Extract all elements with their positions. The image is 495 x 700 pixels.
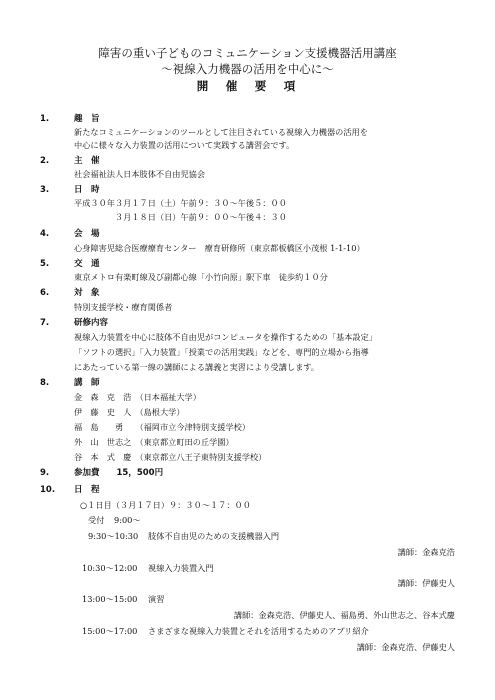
schedule-day: ○１日目（３月１７日）９：３０～１７：００ bbox=[80, 500, 251, 510]
section-heading: 交 通 bbox=[74, 259, 100, 269]
schedule-time: 受付 bbox=[88, 515, 105, 525]
section-text: 社会福祉法人日本肢体不自由児協会 bbox=[74, 169, 206, 179]
section-text: 視線入力装置を中心に肢体不自由児がコンピュータを操作するための「基本設定」 bbox=[74, 332, 377, 342]
schedule-lecturer: 講師：金森克浩 bbox=[397, 547, 455, 557]
section-text: 心身障害児総合医療療育センター 療育研修所（東京都板橋区小茂根 1-1-10） bbox=[74, 243, 365, 253]
document-heading: 開 催 要 項 bbox=[196, 79, 299, 93]
section-heading: 対 象 bbox=[74, 288, 100, 298]
schedule-title: 視線入力装置入門 bbox=[148, 563, 214, 573]
section-text: 「ソフトの選択」「入力装置」「授業での活用実践」などを、専門的立場から指導 bbox=[74, 347, 369, 357]
section-heading: 主 催 bbox=[74, 156, 100, 166]
section-number: 3. bbox=[40, 185, 50, 195]
lecturer-entry: 福 島 勇 （福岡市立今津特別支援学校） bbox=[74, 422, 251, 432]
schedule-lecturer: 講師：金森克浩、伊藤史人、福島勇、外山世志之、谷本式慶 bbox=[233, 610, 455, 620]
section-number: 8. bbox=[40, 378, 50, 388]
section-number: 9. bbox=[40, 468, 50, 478]
document-title: 障害の重い子どものコミュニケーション支援機器活用講座 bbox=[98, 46, 397, 60]
section-heading: 参加費 15，500円 bbox=[74, 468, 164, 478]
section-number: 10. bbox=[40, 485, 56, 495]
schedule-title: 肢体不自由児のための支援機器入門 bbox=[148, 531, 280, 541]
section-number: 6. bbox=[40, 288, 50, 298]
section-heading: 講 師 bbox=[74, 378, 100, 388]
section-text: 新たなコミュニケーションのツールとして注目されている視線入力機器の活用を bbox=[74, 127, 368, 137]
schedule-lecturer: 講師：伊藤史人 bbox=[397, 578, 455, 588]
section-heading: 日 程 bbox=[74, 485, 100, 495]
schedule-time: 13:00～15:00 bbox=[82, 594, 138, 604]
section-number: 1. bbox=[40, 114, 50, 124]
schedule-clock: 9:00～ bbox=[114, 515, 141, 525]
section-heading: 趣 旨 bbox=[74, 114, 100, 124]
schedule-title: 演習 bbox=[148, 594, 165, 604]
schedule-time: 10:30～12:00 bbox=[82, 563, 138, 573]
section-number: 2. bbox=[40, 156, 50, 166]
section-heading: 会 場 bbox=[74, 229, 100, 239]
lecturer-entry: 伊 藤 史 人 （島根大学） bbox=[74, 407, 185, 417]
section-text: 平成３０年３月１７日（土）午前９：３０～午後５：００ bbox=[74, 198, 287, 208]
section-number: 5. bbox=[40, 259, 50, 269]
schedule-lecturer: 講師：金森克浩、伊藤史人 bbox=[356, 642, 455, 652]
lecturer-entry: 金 森 克 浩 （日本福祉大学） bbox=[74, 392, 201, 402]
section-text: ３月１８日（日）午前９：００～午後４：３０ bbox=[74, 212, 287, 222]
lecturer-entry: 外 山 世志之 （東京都立町田の丘学園） bbox=[74, 437, 234, 447]
schedule-time: 15:00～17:00 bbox=[82, 626, 138, 636]
section-number: 4. bbox=[40, 229, 50, 239]
section-text: にあたっている第一線の講師による講義と実習により受講します。 bbox=[74, 362, 319, 372]
section-heading: 研修内容 bbox=[74, 318, 109, 328]
schedule-title: さまざまな視線入力装置とそれを活用するためのアプリ紹介 bbox=[148, 626, 369, 636]
section-number: 7. bbox=[40, 318, 50, 328]
section-text: 特別支援学校・療育関係者 bbox=[74, 302, 173, 312]
section-heading: 日 時 bbox=[74, 185, 100, 195]
schedule-time: 9:30～10:30 bbox=[88, 531, 139, 541]
lecturer-entry: 谷 本 式 慶 （東京都立八王子東特別支援学校） bbox=[74, 452, 267, 462]
document-subtitle: ～視線入力機器の活用を中心に～ bbox=[161, 62, 334, 76]
section-text: 東京メトロ有楽町線及び副都心線「小竹向原」駅下車 徒歩約１０分 bbox=[74, 272, 328, 282]
section-text: 中心に様々な入力装置の活用について実践する講習会です。 bbox=[74, 140, 295, 150]
